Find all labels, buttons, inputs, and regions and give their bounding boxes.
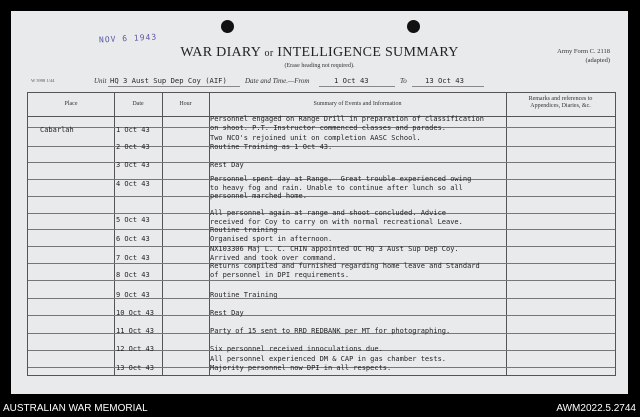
row-rule [506,162,615,163]
row-rule [506,350,615,351]
col-header-place: Place [64,101,78,107]
table-header [28,93,615,117]
row-rule [506,179,615,180]
date-stamp: NOV 6 1943 [98,32,158,45]
entry-summary: All personnel again at range and shoot concluded. Advice received for Coy to carry on with normal recreational Leave. [210,209,463,226]
entry-summary: Routine Training [210,291,278,299]
title-right: INTELLIGENCE SUMMARY [277,45,459,60]
row-rule [506,213,615,214]
entry-summary: All personnel experienced DM & CAP in gas chamber tests. Majority personnel now DPI in all respects. [210,355,447,372]
entry-summary: NX103306 Maj L. C. CHIN appointed OC HQ 3 Aust Sup Dep Coy. Arrived and took over command. [210,245,459,262]
unit-value: HQ 3 Aust Sup Dep Coy (AIF) [110,76,227,85]
entry-place: Cabarlah [40,126,74,134]
entry-date: 11 Oct 43 [116,327,154,335]
entry-summary: Party of 15 sent to RRD REDBANK per MT for photographing. [210,327,451,335]
entry-date: 12 Oct 43 [116,345,154,353]
row-rule [506,146,615,147]
footer-reference: AWM2022.5.2744 [556,403,636,414]
row-rule [506,298,615,299]
footer-bar [0,396,640,417]
row-rule [506,127,615,128]
entry-date: 5 Oct 43 [116,216,150,224]
row-rule [506,280,615,281]
entry-date: 8 Oct 43 [116,271,150,279]
entry-summary: Two NCO's rejoined unit on completion AASC School. Routine Training as 1 Oct 43. [210,134,421,151]
page-title [11,45,628,61]
underline [108,86,240,87]
row-rule [506,315,615,316]
col-header-remarks [506,96,615,110]
row-rule [506,263,615,264]
unit-label: Unit [94,77,107,85]
title-or: or [264,48,274,59]
from-value: 1 Oct 43 [334,76,369,85]
row-rule [506,246,615,247]
entry-date: 13 Oct 43 [116,364,154,372]
diary-page [11,11,628,394]
underline [319,86,395,87]
page-subtitle: (Erase heading not required). [284,63,355,69]
col-header-hour: Hour [179,101,192,107]
col-header-summary: Summary of Events and Information [313,101,402,107]
remarks-line-2: Appendices, Diaries, &c. [530,103,591,109]
row-rule [28,162,506,163]
punch-hole [407,20,420,33]
entry-date: 10 Oct 43 [116,309,154,317]
underline [412,86,484,87]
entry-date: 9 Oct 43 [116,291,150,299]
diary-table [27,92,616,376]
row-rule [506,196,615,197]
entry-date: 3 Oct 43 [116,161,150,169]
entry-summary: Personnel spent day at Range. Great trouble experienced owing to heavy fog and rain. Unable to continue after lunch so all personnel marched home. [210,175,472,201]
army-form-number: Army Form C. 2118 [557,48,610,55]
to-value: 13 Oct 43 [425,76,464,85]
entry-date: 4 Oct 43 [116,180,150,188]
entry-date: 6 Oct 43 [116,235,150,243]
footer-source: AUSTRALIAN WAR MEMORIAL [3,403,148,414]
entry-date: 2 Oct 43 [116,143,150,151]
entry-summary: Returns compiled and furnished regarding home leave and Standard of personnel in DPI requirements. [210,262,480,279]
army-form-sub: (adapted) [585,57,610,64]
row-rule [506,333,615,334]
army-form-label [557,47,610,65]
row-rule [28,280,506,281]
entry-summary: Rest Day [210,161,244,169]
entry-summary: Rest Day [210,309,244,317]
remarks-line-1: Remarks and references to [528,96,593,102]
to-label: To [400,77,407,85]
col-header-date: Date [132,101,144,107]
row-rule [506,367,615,368]
punch-hole [221,20,234,33]
date-label: Date and Time.—From [245,77,310,85]
entry-date: 1 Oct 43 [116,126,150,134]
entry-summary: Six personnel received innoculations due. [210,345,383,353]
row-rule [506,229,615,230]
title-left: WAR DIARY [180,45,261,60]
form-print-number: W 3998 1/44 [31,78,55,83]
entry-summary: Routine training Organised sport in afternoon. [210,226,333,243]
entry-date: 7 Oct 43 [116,254,150,262]
row-rule [28,315,506,316]
entry-summary: Personnel engaged on Range Drill in preparation of classification on shoot. P.T. Instructor commenced classes and parades. [210,115,484,132]
